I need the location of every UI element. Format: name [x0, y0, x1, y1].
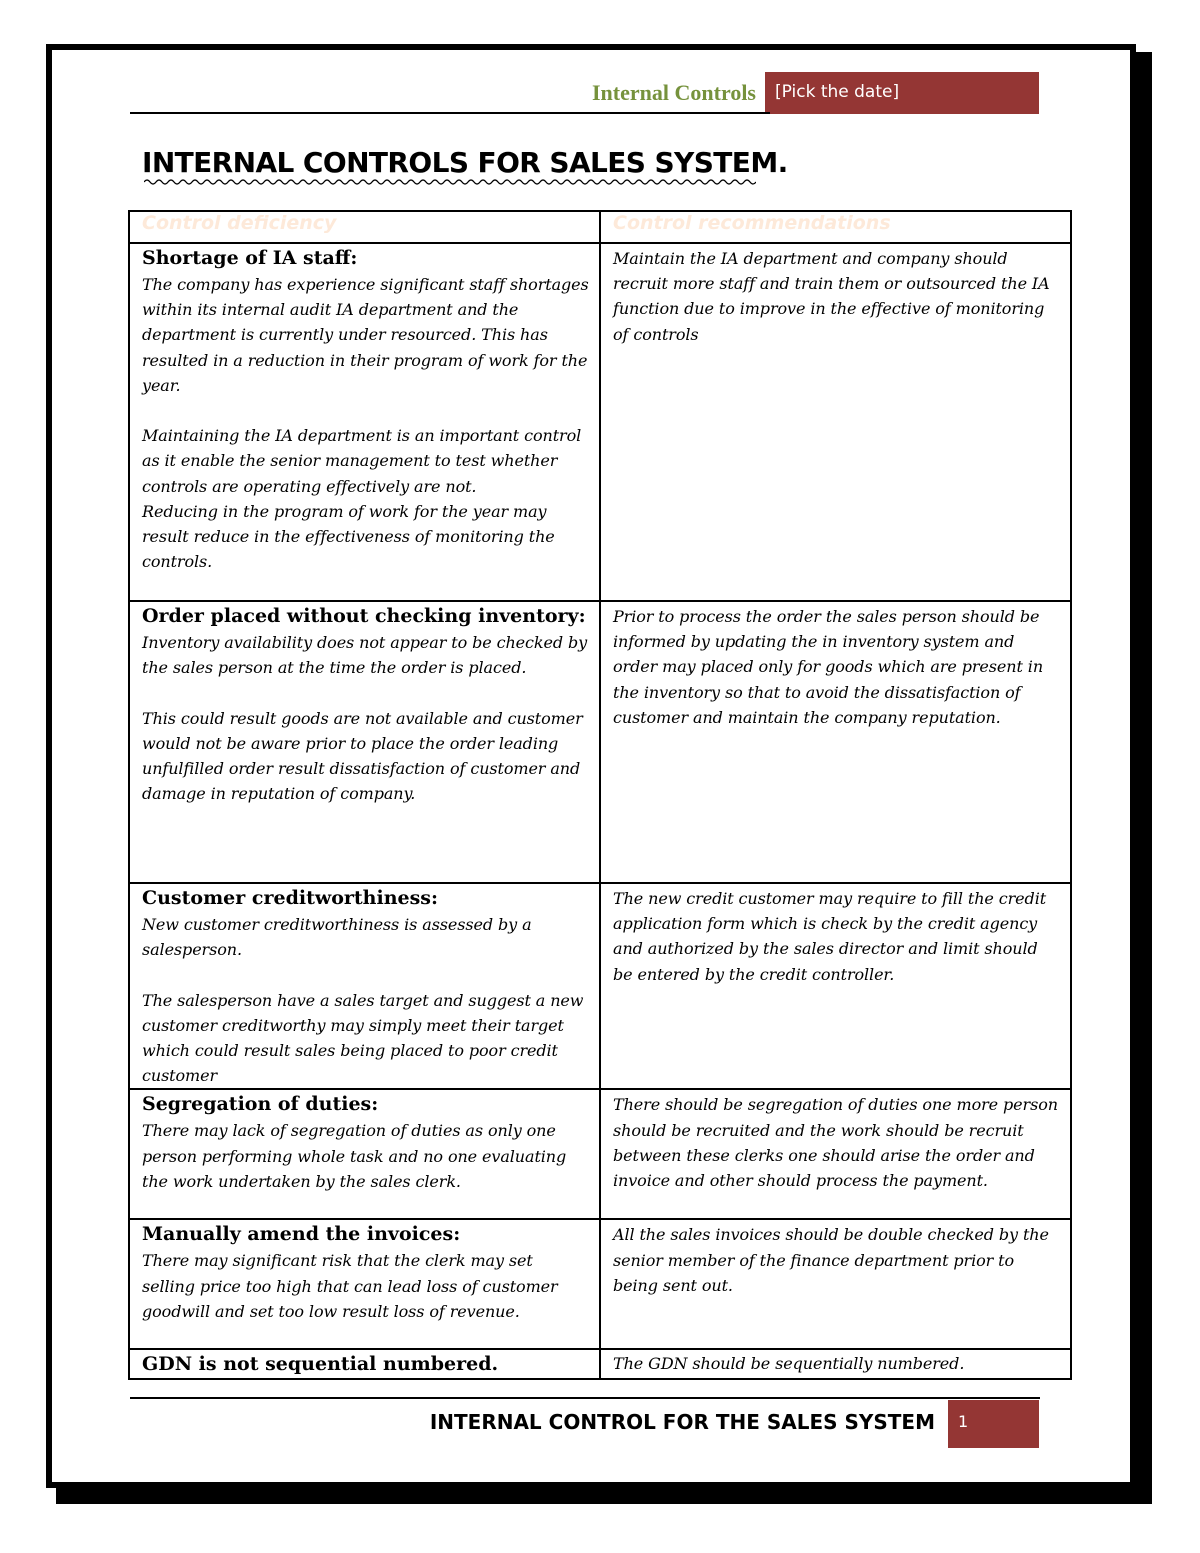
- deficiency-cell: [129, 1349, 600, 1379]
- recommendation-cell: [600, 243, 1071, 601]
- deficiency-heading: Segregation of duties:: [142, 1093, 379, 1116]
- recommendation-cell: [600, 1219, 1071, 1349]
- deficiency-text: There may lack of segregation of duties as only one person performing whole task and no one evaluating the work undertaken by the sales clerk.: [142, 1121, 567, 1191]
- deficiency-text: There may significant risk that the clerk may set selling price too high that can lead loss of customer goodwill and set too low result loss of revenue.: [142, 1251, 558, 1321]
- recommendation-text: The GDN should be sequentially numbered.: [613, 1354, 965, 1374]
- deficiency-text: New customer creditworthiness is assessed by a salesperson. The salesperson have a sales target and suggest a new customer creditworthy may simply meet their target which could result sales being placed to poor credit customer: [142, 915, 584, 1086]
- deficiency-cell: [129, 243, 600, 601]
- recommendation-text: Maintain the IA department and company should recruit more staff and train them or outsourced the IA function due to improve in the effective of monitoring of controls: [613, 249, 1050, 344]
- spellcheck-underline: [144, 178, 756, 186]
- recommendation-text: Prior to process the order the sales person should be informed by updating the in inventory system and order may placed only for goods which are present in the inventory so that to avoid the dissatisfaction of customer and maintain the company reputation.: [613, 607, 1044, 727]
- table-header-row: [129, 211, 1071, 243]
- recommendation-text: There should be segregation of duties one more person should be recruited and the work should be recruit between these clerks one should arise the order and invoice and other should process the payment.: [613, 1095, 1058, 1191]
- recommendation-text: The new credit customer may require to fill the credit application form which is check by the credit agency and authorized by the sales director and limit should be entered by the credit controller.: [613, 889, 1047, 984]
- controls-table: [128, 210, 1072, 1380]
- recommendation-cell: [600, 883, 1071, 1089]
- deficiency-cell: [129, 601, 600, 883]
- deficiency-text: The company has experience significant staff shortages within its internal audit IA department and the department is currently under resourced. This has resulted in a reduction in their program of work for the year. Maintaining the IA department is an important control as it enable the senior management to test whether controls are operating effectively are not. Reducing in the program of work for the year may result reduce in the effectiveness of monitoring the controls.: [142, 275, 589, 572]
- table-row: [129, 243, 1071, 601]
- table-row: [129, 883, 1071, 1089]
- table-row: [129, 1349, 1071, 1379]
- column-header-deficiency: Control deficiency: [129, 211, 600, 243]
- table-row: [129, 601, 1071, 883]
- column-header-recommendations: Control recommendations: [600, 211, 1071, 243]
- date-picker-field[interactable]: [Pick the date]: [765, 72, 1039, 114]
- deficiency-text: Inventory availability does not appear to be checked by the sales person at the time the order is placed. This could result goods are not available and customer would not be aware prior to place the order leading unfulfilled order result dissatisfaction of customer and damage in reputation of company.: [142, 633, 588, 804]
- deficiency-cell: [129, 883, 600, 1089]
- deficiency-heading: Manually amend the invoices:: [142, 1223, 461, 1246]
- table-row: [129, 1089, 1071, 1219]
- header-title: Internal Controls: [592, 80, 756, 105]
- footer-text: INTERNAL CONTROL FOR THE SALES SYSTEM: [429, 1410, 935, 1434]
- deficiency-heading: Order placed without checking inventory:: [142, 605, 586, 627]
- document-title: INTERNAL CONTROLS FOR SALES SYSTEM.: [142, 146, 788, 179]
- recommendation-text: All the sales invoices should be double checked by the senior member of the finance department prior to being sent out.: [613, 1225, 1049, 1295]
- footer-rule: [130, 1397, 1040, 1399]
- recommendation-cell: [600, 601, 1071, 883]
- deficiency-heading: Customer creditworthiness:: [142, 887, 439, 909]
- page-number: 1: [948, 1400, 1039, 1448]
- recommendation-cell: [600, 1089, 1071, 1219]
- deficiency-cell: [129, 1219, 600, 1349]
- deficiency-cell: [129, 1089, 600, 1219]
- table-row: [129, 1219, 1071, 1349]
- recommendation-cell: [600, 1349, 1071, 1379]
- deficiency-heading: GDN is not sequential numbered.: [142, 1353, 499, 1376]
- header-rule: [130, 112, 770, 114]
- deficiency-heading: Shortage of IA staff:: [142, 247, 358, 269]
